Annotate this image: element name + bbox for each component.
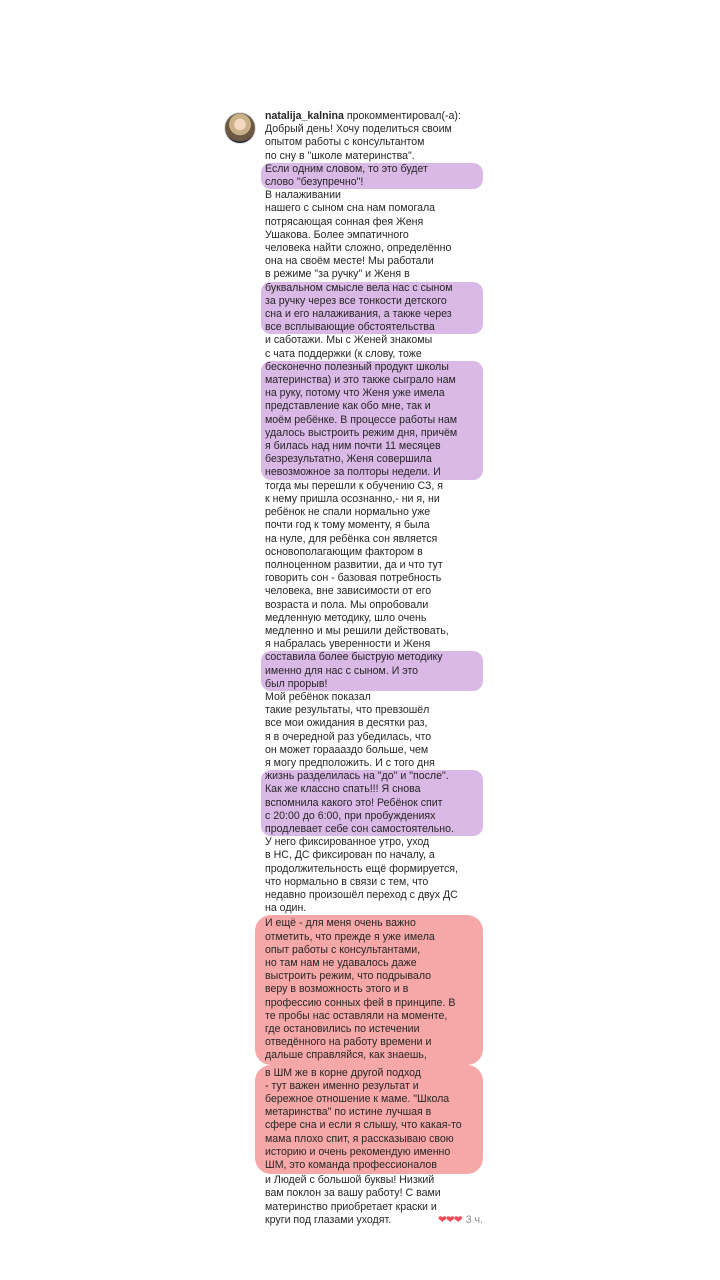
comment-text-segment: У него фиксированное утро, уход в НС, ДС фиксирован по началу, а продолжительность ещё формируется, что нормально в связи с тем, что недавно произошёл переход с двух ДС на один. (265, 836, 458, 915)
comment-body (265, 110, 483, 1227)
comment-text-segment: тогда мы перешли к обучению СЗ, я к нему пришла осознанно,- ни я, ни ребёнок не спали нормально уже почти год к тому моменту, я была на нуле, для ребёнка сон является основополагающим фактором в полноценном развитии, да и что тут говорить сон - базовая потребность человека, вне зависимости от его возраста и пола. Мы опробовали медленную методику, шло очень медленно и мы решили действовать, я набралась уверенности и Женя (265, 479, 449, 651)
comment-action-label: прокомментировал(-а): (346, 110, 461, 122)
user-avatar[interactable] (224, 112, 256, 144)
highlighted-text-segment: бесконечно полезный продукт школы материнства) и это также сыграло нам на руку, потому что Женя уже имела представление как обо мне, так и моём ребёнке. В процессе работы нам удалось выстроить режим дня, причём я билась над ним почти 11 месяцев безрезультатно, Женя совершила невозможное за полторы недели. И (261, 361, 483, 480)
comment-text-segment: и саботажи. Мы с Женей знакомы с чата поддержки (к слову, тоже (265, 334, 433, 360)
comment-text-segment: Мой ребёнок показал такие результаты, что превзошёл все мои ожидания в десятки раз, я в очередной раз убедилась, что он может гораааздо больше, чем я могу предположить. И с того дня (265, 690, 435, 769)
comment-text-segment: Добрый день! Хочу поделиться своим опытом работы с консультантом по сну в "школе материнства". (265, 123, 452, 162)
comment-text-segment: В налаживании нашего с сыном сна нам помогала потрясающая сонная фея Женя Ушакова. Более эмпатичного человека найти сложно, определённо она на своём месте! Мы работали в режиме "за ручку" и Женя в (265, 189, 452, 281)
highlighted-text-segment: в ШМ же в корне другой подход - тут важен именно результат и бережное отношение к маме. "Школа метаринства" по истине лучшая в сфере сна и если я слышу, что какая-то мама плохо спит, я рассказываю свою историю и очень рекомендую именно ШМ, это команда профессионалов (255, 1065, 483, 1175)
comment-time: 3 ч. (465, 1213, 483, 1226)
comment-text-segment: и Людей с большой буквы! Низкий вам поклон за вашу работу! С вами материнство приобретает краски и круги под глазами уходят. (265, 1174, 441, 1226)
highlighted-text-segment: жизнь разделилась на "до" и "после". Как же классно спать!!! Я снова вспомнила какого это! Ребёнок спит с 20:00 до 6:00, при пробуждениях продлевает себе сон самостоятельно. (261, 770, 483, 836)
highlighted-text-segment: Если одним словом, то это будет слово "безупречно"! (261, 163, 483, 189)
username-link[interactable]: natalija_kalnina (265, 110, 344, 122)
highlighted-text-segment: составила более быструю методику именно для нас с сыном. И это был прорыв! (261, 651, 483, 691)
highlighted-text-segment: И ещё - для меня очень важно отметить, что прежде я уже имела опыт работы с консультантами, но там нам не удавалось даже выстроить режим, что подрывало веру в возможность этого и в профессию сонных фей в принципе. В те пробы нас оставляли на моменте, где остановились по истечении отведённого на работу времени и дальше справляйся, как знаешь, (255, 915, 483, 1064)
highlighted-text-segment: буквальном смысле вела нас с сыном за ручку через все тонкости детского сна и его налаживания, а также через все всплывающие обстоятельства (261, 282, 483, 335)
comment-header (265, 110, 465, 123)
heart-emoji-icon: ❤❤❤ (438, 1213, 462, 1226)
